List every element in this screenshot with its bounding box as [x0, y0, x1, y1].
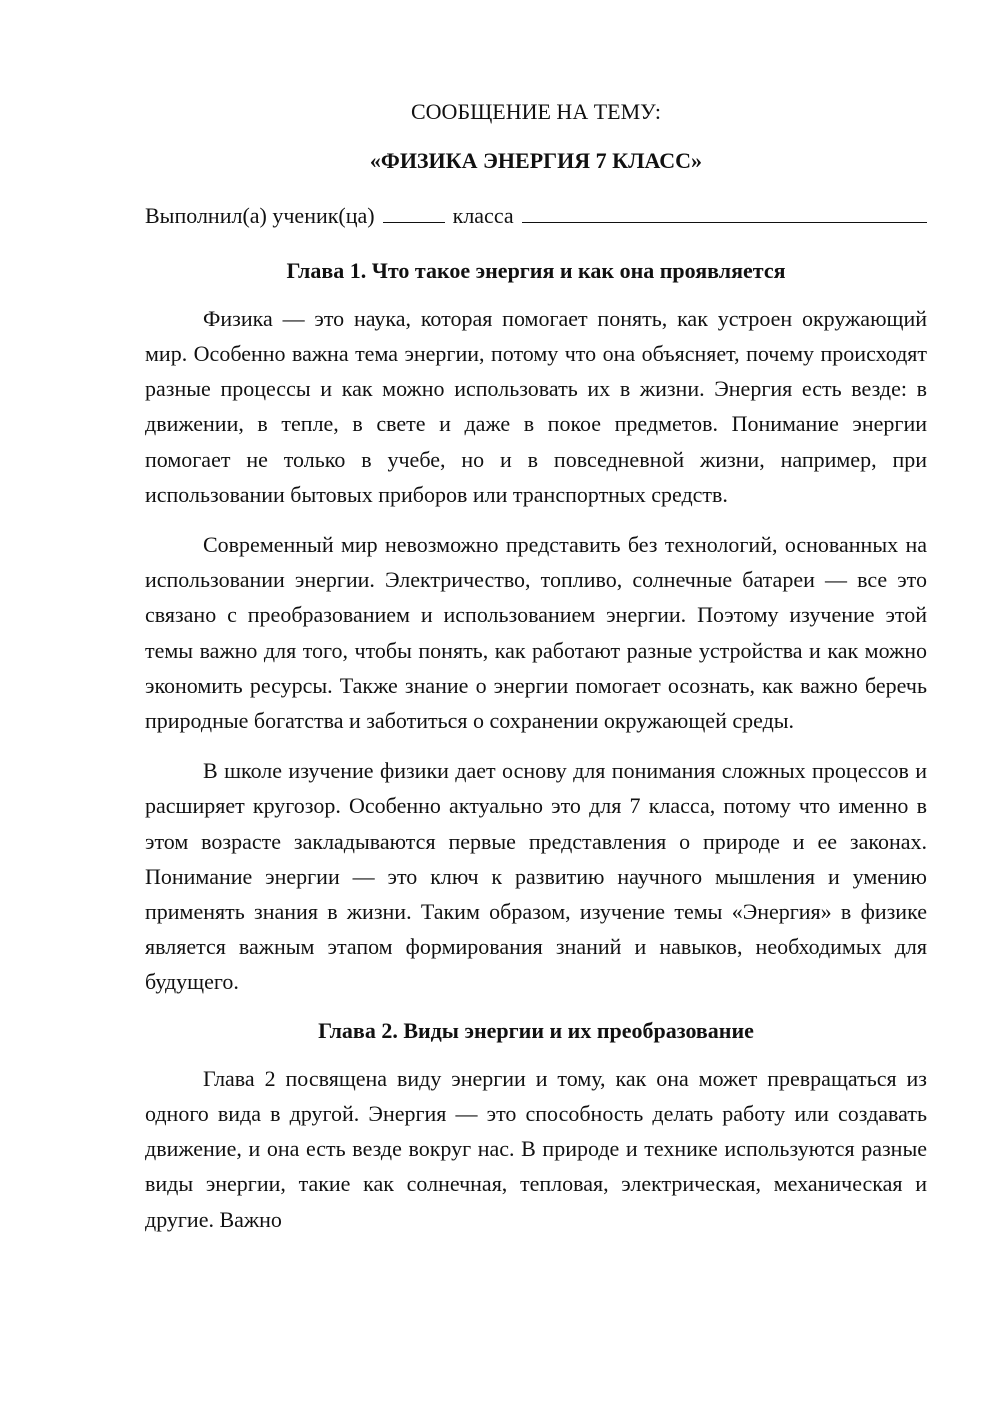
document-page: [145, 94, 927, 1237]
author-line: [145, 198, 927, 233]
chapter-2-paragraph-1: Глава 2 посвящена виду энергии и тому, как она может превращаться из одного вида в другой. Энергия — это способность делать работу или создавать движение, и она есть везде вокруг нас. В природе и технике используются разные виды энергии, такие как солнечная, тепловая, электрическая, механическая и другие. Важно: [145, 1065, 927, 1232]
grade-blank-field: [383, 202, 445, 223]
chapter-1-paragraph-1: Физика — это наука, которая помогает понять, как устроен окружающий мир. Особенно важна тема энергии, потому что она объясняет, почему происходят разные процессы и как можно использовать их в жизни. Энергия есть везде: в движении, в тепле, в свете и даже в покое предметов. Понимание энергии помогает не только в учебе, но и в повседневной жизни, например, при использовании бытовых приборов или транспортных средств.: [145, 305, 927, 507]
author-class-label: класса: [452, 203, 514, 229]
document-title-line-2: «ФИЗИКА ЭНЕРГИЯ 7 КЛАСС»: [369, 148, 703, 174]
chapter-1-paragraph-3: В школе изучение физики дает основу для понимания сложных процессов и расширяет кругозор. Особенно актуально это для 7 класса, потому что именно в этом возрасте закладываются первые представления о природе и ее законах. Понимание энергии — это ключ к развитию научного мышления и умению применять знания в жизни. Таким образом, изучение темы «Энергия» в физике является важным этапом формирования знаний и навыков, необходимых для будущего.: [145, 758, 927, 995]
chapter-1-paragraph-2: Современный мир невозможно представить без технологий, основанных на использовании энергии. Электричество, топливо, солнечные батареи — все это связано с преобразованием и использованием энергии. Поэтому изучение этой темы важно для того, чтобы понять, как работают разные устройства и как можно экономить ресурсы. Также знание о энергии помогает осознать, как важно беречь природные богатства и заботиться о сохранении окружающей среды.: [145, 532, 927, 734]
name-blank-field: [522, 202, 927, 223]
document-title-line-1: СООБЩЕНИЕ НА ТЕМУ:: [411, 99, 661, 124]
chapter-2-heading: Глава 2. Виды энергии и их преобразование: [318, 1017, 754, 1043]
chapter-1-heading: Глава 1. Что такое энергия и как она проявляется: [286, 257, 786, 283]
author-prefix: Выполнил(а) ученик(ца): [145, 203, 375, 229]
